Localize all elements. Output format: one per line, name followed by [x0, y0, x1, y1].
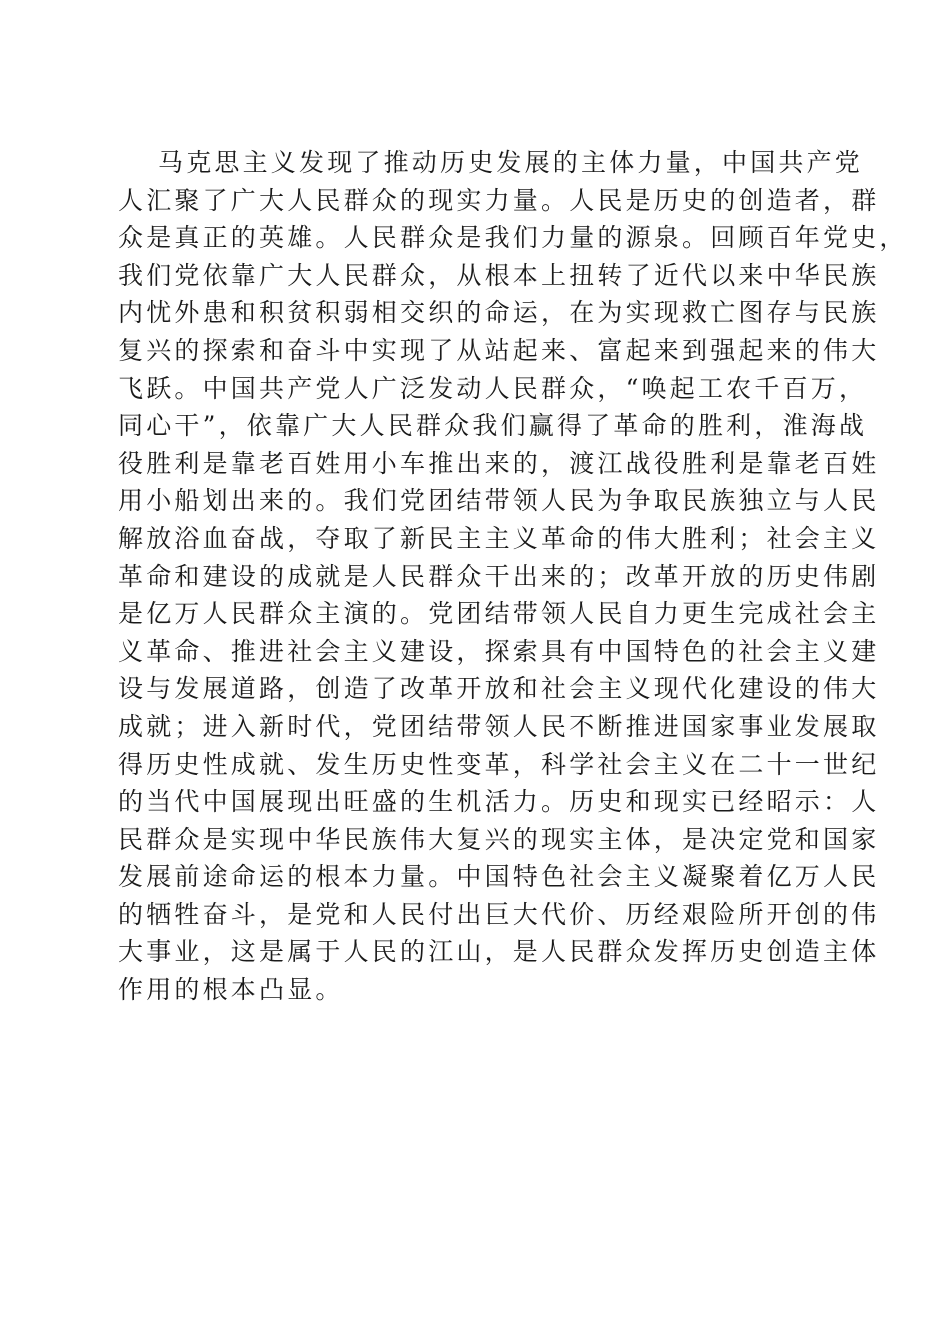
paragraph-line: 成就；进入新时代，党团结带领人民不断推进国家事业发展取: [118, 711, 880, 741]
paragraph-line: 解放浴血奋战，夺取了新民主主义革命的伟大胜利；社会主义: [118, 523, 880, 553]
paragraph-line: 的当代中国展现出旺盛的生机活力。历史和现实已经昭示：人: [118, 787, 880, 817]
paragraph-line: 民群众是实现中华民族伟大复兴的现实主体，是决定党和国家: [118, 824, 880, 854]
paragraph-line: 马克思主义发现了推动历史发展的主体力量，中国共产党: [158, 148, 864, 177]
paragraph-line: 义革命、推进社会主义建设，探索具有中国特色的社会主义建: [118, 636, 880, 666]
body-paragraph: [118, 144, 908, 1009]
paragraph-line: 的牺牲奋斗，是党和人民付出巨大代价、历经艰险所开创的伟: [118, 899, 880, 929]
paragraph-line: 内忧外患和积贫积弱相交织的命运，在为实现救亡图存与民族: [118, 298, 880, 328]
paragraph-line: 众是真正的英雄。人民群众是我们力量的源泉。回顾百年党史，: [118, 223, 908, 253]
paragraph-line: 是亿万人民群众主演的。党团结带领人民自力更生完成社会主: [118, 599, 880, 629]
paragraph-line: 大事业，这是属于人民的江山，是人民群众发挥历史创造主体: [118, 937, 880, 967]
paragraph-line: 作用的根本凸显。: [118, 975, 344, 1005]
paragraph-line: 人汇聚了广大人民群众的现实力量。人民是历史的创造者，群: [118, 185, 880, 215]
paragraph-line: 役胜利是靠老百姓用小车推出来的，渡江战役胜利是靠老百姓: [118, 448, 880, 478]
paragraph-line: 飞跃。中国共产党人广泛发动人民群众，“唤起工农千百万，: [118, 373, 868, 403]
paragraph-line: 同心干”，依靠广大人民群众我们赢得了革命的胜利，淮海战: [118, 411, 868, 441]
paragraph-line: 用小船划出来的。我们党团结带领人民为争取民族独立与人民: [118, 486, 880, 516]
paragraph-line: 革命和建设的成就是人民群众干出来的；改革开放的历史伟剧: [118, 561, 880, 591]
paragraph-line: 得历史性成就、发生历史性变革，科学社会主义在二十一世纪: [118, 749, 880, 779]
paragraph-line: 我们党依靠广大人民群众，从根本上扭转了近代以来中华民族: [118, 260, 880, 290]
paragraph-line: 复兴的探索和奋斗中实现了从站起来、富起来到强起来的伟大: [118, 335, 880, 365]
paragraph-line: 设与发展道路，创造了改革开放和社会主义现代化建设的伟大: [118, 674, 880, 704]
paragraph-line: 发展前途命运的根本力量。中国特色社会主义凝聚着亿万人民: [118, 862, 880, 892]
